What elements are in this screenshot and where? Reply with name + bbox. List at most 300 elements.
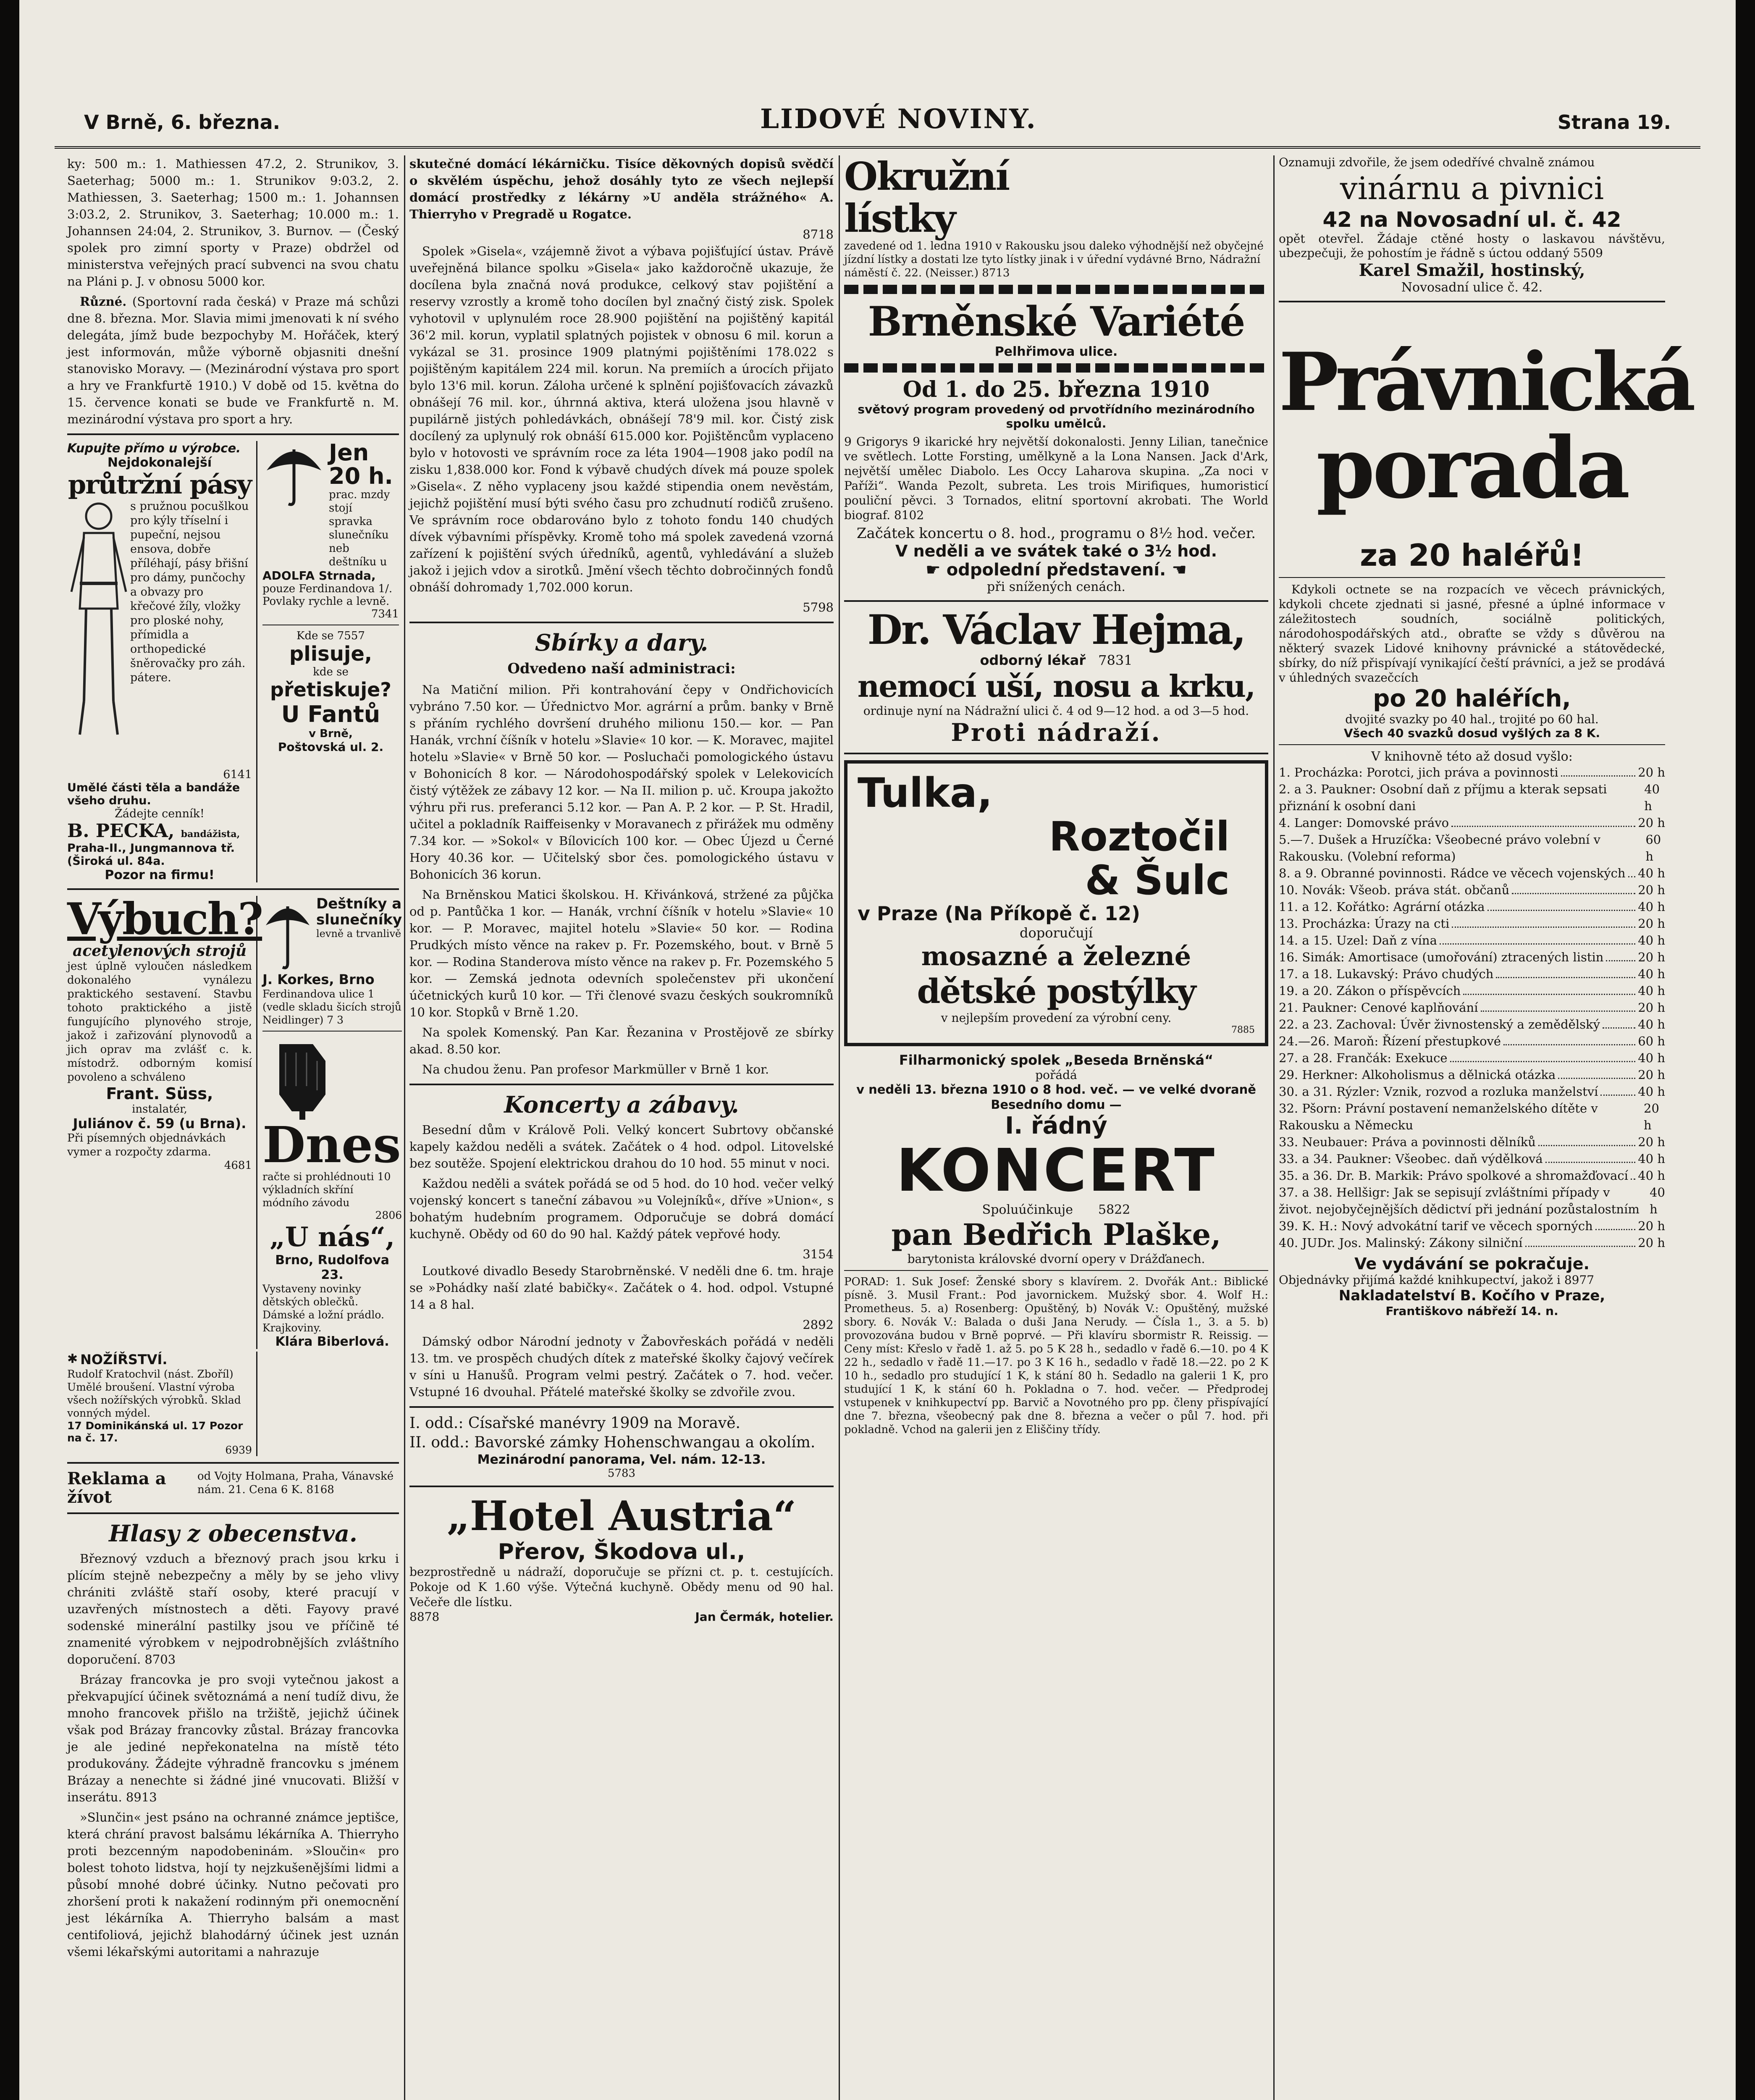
- ad-truss: [67, 441, 257, 882]
- law-book-item: [1279, 1066, 1665, 1083]
- divider: [1279, 577, 1665, 578]
- ad-truss-title: průtržní pásy: [68, 469, 252, 500]
- law-book-price: 20 h: [1638, 1068, 1665, 1082]
- ad-koncert: [844, 1052, 1268, 1436]
- ad-umbrella-code: 7341: [371, 608, 399, 620]
- thierry-paragraph: [409, 155, 834, 223]
- ad-plisuje-firm: U Fantů: [281, 701, 380, 727]
- law-book-price: 60 h: [1638, 1034, 1665, 1048]
- ad-hejma-title2: nemocí uší, nosu a krku,: [857, 668, 1255, 704]
- law-book-price: 20 h: [1638, 1219, 1665, 1233]
- law-book-title: 13. Procházka: Úrazy na cti: [1279, 916, 1450, 931]
- thierry-code: 8718: [803, 227, 834, 242]
- sbirky-p2: Na Brněnskou Matici školskou. H. Křivánková, stržené za půjčka od p. Pantůčka 1 kor. — Hanák, vrchní číšník v hotelu »Slavie« 10 kor. — P. Moravec, majitel hotelu »Slavie« 50 kor. — Rodina Prudkých místo věnce na rakev p. Fr. Pozemského, bout. v Brně 5 kor. — Rodina Standerova místo věnce na rakev p. Fr. Pozemského 5 kor. — Zemská jednota odevních společenstev při ukončení účetnických kurů 10 kor. — Tři členové svazu českých soukromníků 10 kor. Stopků v Brně 1.20.: [409, 887, 834, 1019]
- column-3: [844, 155, 1268, 1436]
- ad-pravnicka-order-text: Objednávky přijímá každé knihkupectví, jakož i: [1279, 1273, 1561, 1287]
- leader-dots: [1512, 882, 1635, 894]
- koncerty-code4: 2892: [803, 1318, 834, 1332]
- ad-reklama-title: Reklama a žívot: [67, 1469, 166, 1507]
- ad-truss-footer: Umělé části těla a bandáže všeho druhu.: [67, 781, 240, 807]
- koncerty-p4: Dámský odbor Národní jednoty v Žabovřeskách pořádá v neděli 13. tm. ve prospěch chudých dítek z mateřské školky čajový večírek v síni u Hanušů. Program velmi pestrý. Začátek o 7. hod. večer. Vstupné 16 dvouhal. Přátelé mateřské školky se zdvořile zvou.: [409, 1334, 834, 1399]
- ad-pravnicka-price2: po 20 haléřích,: [1373, 685, 1571, 712]
- ad-variete-program: světový program provedený od prvotřídního mezinárodního spolku umělců.: [858, 402, 1255, 430]
- law-book-price: 20 h: [1638, 883, 1665, 897]
- law-book-title: 21. Paukner: Cenové kaplňování: [1279, 1000, 1478, 1015]
- leader-dots: [1463, 982, 1635, 995]
- ad-variete-acts: [844, 434, 1268, 522]
- ad-smazil-address: 42 na Novosadní ul. č. 42: [1322, 207, 1621, 232]
- ad-plisuje-city: v Brně,: [309, 727, 353, 740]
- divider: [67, 433, 399, 435]
- law-book-title: 33. a 34. Paukner: Všeobec. daň výdělková: [1279, 1152, 1543, 1166]
- decorative-band: [844, 363, 1268, 373]
- law-book-title: 10. Novák: Všeob. práva stát. občanů: [1279, 883, 1510, 897]
- law-book-price: 60 h: [1645, 832, 1661, 864]
- truss-figure-icon: [67, 499, 130, 768]
- ad-pravnicka-order: [1279, 1273, 1665, 1287]
- leader-dots: [1481, 999, 1636, 1012]
- gisela-code: 5798: [803, 600, 834, 614]
- ad-vybuch-subtitle: acetylenových strojů: [73, 942, 247, 960]
- ad-vybuch-trade: instalatér,: [132, 1103, 187, 1116]
- law-book-title: 8. a 9. Obranné povinnosti. Rádce ve věcech vojenských: [1279, 866, 1626, 880]
- law-book-price: 20 h: [1644, 1101, 1659, 1132]
- hlasy-p2: [67, 1671, 399, 1806]
- divider: [409, 1084, 834, 1085]
- law-book-price: 40 h: [1638, 900, 1665, 914]
- ad-tulka-city: v Praze (Na Příkopě č. 12): [858, 902, 1141, 925]
- pointing-hand-icon: ☛: [925, 560, 941, 580]
- ad-tulka: [844, 760, 1268, 1046]
- koncerty-article: [409, 1121, 834, 1400]
- ad-hejma-hours: ordinuje nyní na Nádražní ulici č. 4 od 9—12 hod. a od 3—5 hod.: [863, 704, 1249, 718]
- ad-variete-address: Pelhřimova ulice.: [994, 344, 1118, 359]
- leader-dots: [1450, 1050, 1636, 1062]
- divider: [844, 600, 1268, 602]
- ad-tulka-goods2: dětské postýlky: [917, 971, 1196, 1011]
- column-rule: [1273, 155, 1275, 2100]
- ad-truss-firm-sub: bandážista,: [181, 829, 240, 840]
- law-book-item: [1279, 966, 1665, 982]
- ad-hotel-footer: [409, 1610, 834, 1624]
- law-book-title: 22. a 23. Zachoval: Úvěr živnostenský a zemědělský: [1279, 1017, 1600, 1032]
- ad-koncert-top: Filharmonický spolek „Beseda Brněnská“: [899, 1052, 1214, 1068]
- pointing-hand-icon: [262, 1036, 346, 1120]
- law-book-title: 16. Simák: Amortisace (umořování) ztracených listin: [1279, 950, 1604, 964]
- ad-okruzni-text-body: zavedené od 1. ledna 1910 v Rakousku jsou daleko výhodnější než obyčejné jízdní lístky a dostati lze tyto lístky jinak i v úřední vydávné Brno, Nádražní náměstí č. 22. (Neisser.): [844, 240, 1264, 279]
- ad-plisuje-address: Poštovská ul. 2.: [278, 740, 384, 754]
- law-book-item: [1279, 865, 1665, 882]
- scan-border-left: [0, 0, 19, 2100]
- ad-right-stack-2: [262, 896, 402, 1349]
- ad-panorama-line2: II. odd.: Bavorské zámky Hohenschwangau a okolím.: [409, 1434, 816, 1451]
- ad-smazil-owner: Karel Smažil, hostinský,: [1359, 260, 1585, 280]
- divider: [1279, 744, 1665, 745]
- ad-pravnicka-price: za 20 haléřů!: [1360, 538, 1584, 573]
- law-book-item: [1279, 1134, 1665, 1150]
- leader-dots: [1440, 932, 1635, 945]
- ad-smazil-owner-addr: Novosadní ulice č. 42.: [1401, 280, 1543, 295]
- ad-koncert-artist: pan Bedřich Plaške,: [891, 1217, 1221, 1252]
- ad-okruzni-title: Okružní lístky: [844, 154, 1009, 241]
- ad-reklama: [67, 1470, 399, 1507]
- divider: [67, 1512, 399, 1514]
- ad-okruzni-code: 8713: [982, 267, 1010, 279]
- law-book-title: 11. a 12. Kořátko: Agrární otázka: [1279, 900, 1485, 914]
- ad-knives-address: Ferdinandova ulice 1 (vedle skladu šicích strojů Neidlinger) 7 3: [262, 988, 401, 1026]
- law-book-title: 39. K. H.: Nový advokátní tarif ve věcech sporných: [1279, 1219, 1593, 1233]
- ad-tulka-rec: doporučují: [1019, 925, 1093, 941]
- law-book-price: 40 h: [1638, 1017, 1665, 1032]
- divider: [1279, 301, 1665, 302]
- law-book-title: 35. a 36. Dr. B. Markik: Právo spolkové a shromažďovací: [1279, 1168, 1628, 1183]
- law-book-price: 40 h: [1638, 1051, 1665, 1065]
- star-icon: ✱: [67, 1352, 78, 1366]
- ad-vybuch-code: 4681: [224, 1159, 252, 1172]
- ad-dnes-text2: Vystaveny novinky dětských oblečků. Dámské a ložní prádlo. Krajkoviny.: [262, 1283, 384, 1334]
- ad-right-stack: [262, 441, 399, 882]
- column-1: [67, 155, 402, 1964]
- ad-plisuje-where-text: Kde se: [296, 630, 334, 642]
- ad-smazil-text2-body: opět otevřel. Žádaje ctěné hosty o laskavou návštěvu, ubezpečuji, že pohostím je řádně s úctou oddaný: [1279, 232, 1665, 260]
- koncerty-p3: Loutkové divadlo Besedy Starobrněnské. V neděli dne 6. tm. hraje se »Pohádky naší zlaté babičky«. Začátek o 4. hod. odpol. Vstupné 14 a 8 hal.: [409, 1264, 834, 1312]
- ad-truss-warn: Pozor na firmu!: [105, 868, 215, 882]
- ad-panorama-line1: I. odd.: Císařské manévry 1909 na Moravě.: [409, 1415, 740, 1432]
- ruzne-title: Různé.: [80, 294, 127, 309]
- column-rule: [839, 155, 840, 2100]
- ad-umbrella: [262, 441, 399, 569]
- ad-variete-dates: Od 1. do 25. března 1910: [902, 377, 1210, 402]
- ad-truss-body: [67, 499, 252, 768]
- ad-truss-code: 6141: [223, 768, 252, 781]
- sport-text: ky: 500 m.: 1. Mathiessen 47.2, 2. Strunikov, 3. Saeterhag; 5000 m.: 1. Strunikov 9:03.2, 2. Mathiessen, 3. Saeterhag; 1500 m.: 1. Johannsen 3:03.2, 2. Strunikov, 3. Saeterhag; 10.000 m.: 1. Johannsen 24:04, 2. Strunikov, 3. Burnov. — (Český spolek pro zimní sporty v Praze) obdržel od ministerstva veřejných prací subvenci na svou chatu na Pláni p. J. v obnosu 5000 kor.: [67, 157, 399, 289]
- koncerty-p2: Každou neděli a svátek pořádá se od 5 hod. do 10 hod. večer velký vojenský koncert s taneční zábavou »u Volejníků«, dříve »Union«, s bohatým hudebním programem. Odporučuje se dobrá domácí kuchyně. Obědy od 60 do 90 hal. Každý pátek vepřové hody.: [409, 1176, 834, 1241]
- ad-plisuje-title2: přetiskuje?: [270, 678, 391, 701]
- ad-tulka-firm1: Tulka,: [858, 769, 993, 816]
- ad-panorama-line3: Mezinárodní panorama, Vel. nám. 12-13.: [477, 1452, 766, 1467]
- divider: [409, 1486, 834, 1487]
- ruzne-text: (Sportovní rada česká) v Praze má schůzi dne 8. března. Mor. Slavia mimi jmenovati k ní svého delegáta, jímž bude bezpochyby M. Hořáček, který jest informován, může výborně objasniti dnešní stanovisko Moravy. — (Mezinárodní výstava pro sport a hry ve Frankfurtě 1910.) V době od 15. května do 15. července konati se bude ve Frankfurtě n. M. mezinárodní výstava pro sport a hry.: [67, 294, 399, 426]
- sbirky-p1: Na Matiční milion. Při kontrahování čepy v Ondřichovicích vybráno 7.50 kor. — Úřednictvo Mor. agrární a prům. banky v Brně s přáním rychlého dovršení druhého milionu 150.— kor. — Pan Hanák, vrchní číšník v hotelu »Slavie« 10 kor. — K. Moravec, majitel hotelu »Slavie« v Brně 50 kor. — Posluchači pomologického ústavu v Bohonicích 8 kor. — Národohospodářský spolek v Lelekovicích čistý výtěžek ze zábavy 12 kor. — Na II. milion p. uč. Kroupa jakožto výhru při rus. preferanci 5.12 kor. — Pan A. P. 2 kor. — P. St. Hradil, učitel a pokladník Raiffeisenky v Moravanech z přirážek mu odměny 7.34 kor. — »Sokol« v Bílovicích 100 kor. — Obec Újezd u Černé Hory 40.36 kor. — Učitelský sbor čes. pomologického ústavu v Bohonicích 36 korun.: [409, 682, 834, 882]
- ad-tulka-note: v nejlepším provedení za výrobní ceny.: [941, 1011, 1172, 1025]
- leader-dots: [1525, 1234, 1636, 1247]
- divider: [844, 1270, 1268, 1271]
- ad-hejma-warn: Proti nádraží.: [951, 718, 1162, 747]
- law-book-title: 14. a 15. Uzel: Daň z vína: [1279, 933, 1437, 948]
- ad-variete-start: Začátek koncertu o 8. hod., programu o 8½ hod. večer.: [856, 525, 1256, 542]
- ad-koncert-program: PORAD: 1. Suk Josef: Ženské sbory s klavírem. 2. Dvořák Ant.: Biblické písně. 3. Musil Frant.: Pod javornickem. Mužský sbor. 4. Wolf H.: Prometheus. 5. a) Rosenberg: Opuštěný, b) Novák V.: Opuštěný, mužské sbory. 6. Novák V.: Balada o duši Jana Nerudy. — Čísla 1., 3. a 5. b) provozována budou v Brně poprvé. — Při klavíru sbormistr R. Reissig. — Ceny míst: Křeslo v řadě 1. až 5. po 5 K 28 h., sedadlo v řadě 6.—10. po 4 K 22 h., sedadlo v řadě 11.—17. po 3 K 16 h., sedadlo v řadě 18.—22. po 2 K 10 h., sedadlo pro studující 1 K, k stání 80 h. Sedadlo na galerii 1 K, pro studující 1 K, k stání 60 h. Pokladna o 7. hod. večer. — Předprodej vstupenek v knihkupectví pp. Barvič a Novotného pro pp. členy přispívající dne 7. března, všeobecný pak dne 8. března a večer o půl 7. hod. při pokladně. Vchod na galerii jen z Eliščiny třídy.: [844, 1276, 1268, 1436]
- decorative-band: [844, 285, 1268, 294]
- sbirky-p4: Na chudou ženu. Pan profesor Markmüller v Brně 1 kor.: [422, 1062, 769, 1076]
- ad-truss-ask: Žádejte cenník!: [115, 807, 205, 820]
- leader-dots: [1496, 966, 1635, 978]
- thierry-text: skutečné domácí lékárničku. Tisíce děkovných dopisů svědčí o skvělém úspěchu, jehož dosáhly tyto ze všech nejlepší domácí prostředky z lékárny »U anděla strážného« A. Thierryho v Pregradě u Rogatce.: [409, 157, 834, 221]
- ad-knives: [262, 896, 402, 971]
- law-book-title: 1. Procházka: Porotci, jich práva a povinnosti: [1279, 765, 1558, 780]
- leader-dots: [1451, 814, 1635, 827]
- sbirky-subtitle: Odvedeno naší administraci:: [507, 660, 736, 677]
- ad-variete-prices: při snížených cenách.: [987, 580, 1125, 594]
- ad-hotel-title: „Hotel Austria“: [446, 1492, 797, 1540]
- ad-hejma: [844, 608, 1268, 747]
- umbrella-icon: [262, 441, 325, 508]
- ad-pravnicka-continues: Ve vydávání se pokračuje.: [1354, 1255, 1590, 1273]
- masthead-date: V Brně, 6. března.: [84, 111, 281, 134]
- sbirky-article: [409, 681, 834, 1078]
- law-book-price: 20 h: [1638, 1236, 1665, 1250]
- hlasy-code2: 8913: [126, 1790, 157, 1804]
- column-2: [409, 155, 834, 1624]
- ad-umbrella-address: pouze Ferdinandova 1/. Povlaky rychle a levně.: [262, 583, 393, 608]
- ad-hotel: [409, 1493, 834, 1624]
- hlasy-p3: »Slunčin« jest psáno na ochranné známce jeptišce, která chrání pravost balsámu lékárníka A. Thierryho proti bezcenným napodobeninám. »Sloučin« pro bolest tohoto lidstva, hojí ty nejzkušenějšími lidmi a působí mnohé dobré účinky. Nutno pečovati pro zhoršení proti k nakažení rodinným při onemocnění jest lékárníka A. Thierryho balsám a mast centifoliová, jejichž blahodárný účinek jest uznán všemi lékařskými autoritami a nahrazuje: [67, 1810, 399, 1959]
- ad-plisuje-title1: plisuje,: [289, 642, 373, 666]
- column-rule: [404, 155, 405, 2100]
- ad-variete-code: 8102: [894, 508, 924, 522]
- sbirky-p3: Na spolek Komenský. Pan Kar. Řezanina v Prostějově ze sbírky akad. 8.50 kor.: [409, 1025, 834, 1056]
- law-book-title: 32. Pšorn: Právní postavení nemanželského dítěte v Rakousku a Německu: [1279, 1101, 1598, 1132]
- koncerty-p1: Besední dům v Králově Poli. Velký koncert Subrtovy občanské kapely každou neděli a svátek. Začátek o 4 hod. odpol. Litovelské bez soutěže. Spojení elektrickou drahou do 10 hod. 55 minut v noci.: [409, 1123, 834, 1171]
- ad-vybuch-title: Výbuch?: [67, 893, 262, 945]
- ad-hotel-code: 8878: [409, 1610, 440, 1624]
- column-4: [1279, 155, 1693, 1318]
- leader-dots: [1545, 1150, 1636, 1163]
- ad-hejma-spec: odborný lékař: [980, 652, 1086, 668]
- ad-row-vybuch: [67, 893, 402, 1349]
- ad-okruzni-text: [844, 239, 1268, 280]
- ad-knives-firm: J. Korkes, Brno: [262, 971, 375, 987]
- ad-knives-text: levně a trvanlivě: [316, 928, 401, 940]
- ad-knives-body: [316, 896, 402, 971]
- law-book-title: 33. Neubauer: Práva a povinnosti dělníků: [1279, 1135, 1536, 1149]
- law-book-item: [1279, 1050, 1665, 1066]
- law-book-title: 4. Langer: Domovské právo: [1279, 816, 1449, 830]
- ad-vybuch-text: jest úplně vyloučen následkem dokonalého vynálezu praktického sestavení. Stavbu tohoto praktického a jistě fungujícího plynového stroje, jakož i zařizování plynovodů a jich oprav ma zvlášť c. k. místodrž. odborným komisí povoleno a schváleno: [67, 960, 252, 1084]
- ad-nozirstvi-address: 17 Dominikánská ul. 17 Pozor na č. 17.: [67, 1420, 243, 1444]
- divider: [409, 1406, 834, 1408]
- ad-hotel-city: Přerov, Škodova ul.,: [498, 1539, 745, 1564]
- ad-okruzni: [844, 155, 1268, 239]
- ad-pravnicka-text: Kdykoli octnete se na rozpacích ve věcech právnických, kdykoli chcete zjednati si jasné, přesné a úplné informace v záležitostech soudních, sociálně politických, národohospodářských atd., obraťte se vždy s důvěrou na některý svazek Lidové knihovny právnické a státovědecké, sbírky, do níž přispívají vynikající čeští právníci, a jež se prodává v úhledných svazečcích: [1279, 583, 1665, 685]
- ad-knives-title: Deštníky a slunečníky: [316, 895, 402, 928]
- masthead-title: LIDOVÉ NOVINY.: [760, 103, 1037, 135]
- ad-smazil-text2: [1279, 232, 1665, 260]
- scan-border-right: [1736, 0, 1755, 2100]
- ad-tulka-code: 7885: [1231, 1025, 1255, 1035]
- ad-umbrella-title: Jen 20 h.: [329, 439, 393, 489]
- thierry-article: [409, 155, 834, 616]
- hlasy-p1: [67, 1550, 399, 1668]
- ad-panorama-code: 5783: [607, 1467, 636, 1480]
- law-book-price: 20 h: [1638, 950, 1665, 964]
- law-book-price: 40 h: [1638, 1152, 1665, 1166]
- ad-nozirstvi: [67, 1352, 257, 1456]
- law-book-item: [1279, 882, 1665, 898]
- ad-dnes-title: Dnes: [262, 1116, 401, 1174]
- law-book-item: [1279, 982, 1665, 999]
- ad-pravnicka-title2: porada: [1316, 419, 1628, 517]
- law-book-title: 5.—7. Dušek a Hruzíčka: Všeobecné právo volební v Rakousku. (Volební reforma): [1279, 832, 1600, 864]
- ad-tulka-firm2: Roztočil: [1049, 813, 1230, 860]
- law-book-title: 30. a 31. Rýzler: Vznik, rozvod a rozluka manželství: [1279, 1084, 1598, 1099]
- ad-koncert-title1: I. řádný: [1005, 1112, 1107, 1139]
- ad-hotel-owner: Jan Čermák, hotelier.: [695, 1610, 834, 1624]
- law-book-price: 40 h: [1650, 1185, 1665, 1216]
- law-book-price: 40 h: [1638, 967, 1665, 981]
- ad-vybuch: [67, 893, 262, 1349]
- law-book-item: [1279, 1167, 1665, 1184]
- ad-truss-line2: Nejdokonalejší: [107, 455, 212, 470]
- ad-pravnicka-publisher-addr: Františkovo nábřeží 14. n.: [1385, 1304, 1558, 1318]
- ad-reklama-text: [197, 1470, 399, 1496]
- ad-koncert-artist-sub: barytonista královské dvorní opery v Drážďanech.: [907, 1252, 1205, 1266]
- law-book-item: [1279, 814, 1665, 831]
- hlasy-code1: 8703: [144, 1652, 176, 1667]
- ad-panorama: [409, 1414, 834, 1480]
- ad-umbrella-text: prac. mzdy stojí spravka slunečníku neb deštníku u: [329, 488, 390, 568]
- law-book-item: [1279, 1016, 1665, 1033]
- law-book-item: [1279, 781, 1665, 814]
- ad-plisuje-where: [262, 630, 399, 642]
- law-book-item: [1279, 1218, 1665, 1234]
- divider: [409, 622, 834, 623]
- law-book-price: 20 h: [1638, 816, 1665, 830]
- ad-smazil-text: Oznamuji zdvořile, že jsem odedřívé chvalně známou: [1279, 155, 1595, 169]
- leader-dots: [1595, 1218, 1635, 1230]
- ad-tulka-goods1: mosazné a železné: [921, 941, 1191, 971]
- ad-plisuje-code: 7557: [337, 630, 365, 642]
- ad-truss-firm: [67, 820, 252, 842]
- ad-nozirstvi-title: NOŽÍŘSTVÍ.: [80, 1352, 168, 1368]
- leader-dots: [1631, 1167, 1635, 1180]
- koncerty-code3: 3154: [803, 1247, 834, 1261]
- ad-koncert-with: Spoluúčinkuje: [982, 1202, 1073, 1217]
- ad-pravnicka-all: Všech 40 svazků dosud vyšlých za 8 K.: [1343, 726, 1600, 740]
- leader-dots: [1603, 1016, 1635, 1029]
- ad-dnes-address: Brno, Rudolfova 23.: [275, 1253, 389, 1282]
- hlasy-p1-text: Březnový vzduch a březnový prach jsou krku i plícím stejně nebezpečny a měly by se jeho vlivy chrániti zvláště staří osoby, které pracují v uzavřených místnostech a děti. Fayovy pravé sodenské minerální pastilky jsou ve příčině té znamenité výrobkem v nejpodrobnějších zvláštního doporučení.: [67, 1551, 399, 1667]
- hlasy-article: [67, 1550, 399, 1960]
- law-book-price: 40 h: [1644, 782, 1660, 813]
- leader-dots: [1538, 1134, 1635, 1146]
- ad-truss-text: s pružnou pocušlkou pro kýly tříselní i pupeční, nejsou ensova, dobře příléhají, pásy břišní pro dámy, punčochy a obvazy pro křečové žíly, vložky pro ploské nohy, přímidla a orthopedické šněrovačky pro záh. pátere.: [130, 500, 249, 684]
- leader-dots: [1606, 949, 1635, 961]
- law-book-title: 29. Herkner: Alkoholismus a dělnická otázka: [1279, 1068, 1556, 1082]
- law-book-price: 20 h: [1638, 1135, 1665, 1149]
- ad-tulka-firm3: & Šulc: [1085, 857, 1230, 904]
- leader-dots: [1561, 764, 1636, 777]
- masthead-page: Strana 19.: [1557, 111, 1671, 134]
- ad-koncert-code: 5822: [1098, 1202, 1131, 1217]
- divider: [844, 753, 1268, 754]
- law-book-item: [1279, 1150, 1665, 1167]
- umbrella-icon: [262, 896, 313, 971]
- ad-row-truss: [67, 441, 399, 882]
- ad-truss-address: Praha-II., Jungmannova tř. (Široká ul. 84a.: [67, 842, 235, 868]
- leader-dots: [1452, 915, 1635, 928]
- ad-smazil-code: 5509: [1573, 246, 1603, 260]
- ad-variete-sunday: V neděli a ve svátek také o 3½ hod.: [895, 542, 1217, 560]
- hlasy-title: Hlasy z obecenstva.: [109, 1520, 357, 1547]
- ad-pravnicka-code: 8977: [1564, 1273, 1595, 1287]
- law-book-item: [1279, 1234, 1665, 1251]
- ad-hejma-spec-row: [844, 652, 1268, 668]
- leader-dots: [1487, 898, 1636, 911]
- law-book-price: 20 h: [1638, 1000, 1665, 1015]
- law-book-item: [1279, 1100, 1665, 1134]
- ad-pravnicka: [1279, 335, 1693, 1318]
- ad-okruzni-side: [1117, 155, 1268, 239]
- law-book-item: [1279, 831, 1665, 865]
- sbirky-title: Sbírky a dary.: [535, 629, 708, 656]
- ad-reklama-code: 8168: [306, 1483, 334, 1496]
- law-book-title: 17. a 18. Lukavský: Právo chudých: [1279, 967, 1494, 981]
- law-book-item: [1279, 1033, 1665, 1050]
- leader-dots: [1558, 1066, 1635, 1079]
- ad-pravnicka-double: dvojité svazky po 40 hal., trojité po 60 hal.: [1345, 712, 1599, 726]
- leader-dots: [1600, 1083, 1635, 1096]
- ad-vybuch-firm: Frant. Süss,: [106, 1084, 213, 1103]
- law-books-list: [1279, 764, 1665, 1251]
- ad-dnes-text: račte si prohlédnouti 10 výkladních skříní módního závodu: [262, 1171, 391, 1209]
- ad-dnes-code: 2806: [375, 1209, 402, 1221]
- ad-dnes-owner: Klára Biberlová.: [275, 1334, 389, 1349]
- law-book-price: 20 h: [1638, 765, 1665, 780]
- ad-nozirstvi-text: Rudolf Kratochvil (nást. Zboříl) Umělé broušení. Vlastní výroba všech nožířských výrobků. Sklad vonných mýdel.: [67, 1368, 241, 1419]
- law-book-title: 19. a 20. Zákon o příspěvcích: [1279, 984, 1461, 998]
- ad-smazil-title: vinárnu a pivnici: [1340, 171, 1604, 207]
- law-book-item: [1279, 898, 1665, 915]
- ad-variete-title: Brněnské Variété: [868, 298, 1245, 345]
- ad-reklama-text-body: od Vojty Holmana, Praha, Vánavské nám. 21. Cena 6 K.: [197, 1470, 394, 1496]
- law-book-price: 40 h: [1638, 1084, 1665, 1099]
- ad-hotel-text: bezprostředně u nádraží, doporučuje se přízni ct. p. t. cestujících. Pokoje od K 1.60 výše. Výtečná kuchyně. Obědy menu od 90 hal. Večeře dle lístku.: [409, 1565, 834, 1609]
- law-book-price: 40 h: [1638, 933, 1665, 948]
- ad-umbrella-body: [329, 441, 399, 569]
- ad-koncert-title2: KONCERT: [896, 1137, 1216, 1205]
- law-book-item: [1279, 764, 1665, 781]
- ad-variete-afternoon-text: odpolední představení.: [946, 560, 1166, 580]
- law-book-title: 2. a 3. Paukner: Osobní daň z příjmu a kterak sepsati přiznání k osobní dani: [1279, 782, 1607, 813]
- ruzne-paragraph: [67, 293, 399, 428]
- law-book-title: 37. a 38. Hellšigr: Jak se sepisují zvláštními případy v život. nejobyčejnějších dědictví při jednání pozůstalostním: [1279, 1185, 1640, 1216]
- ad-plisuje: [262, 630, 399, 754]
- ad-pravnicka-list-title: V knihovně této až dosud vyšlo:: [1371, 749, 1573, 764]
- ad-pravnicka-publisher: Nakladatelství B. Kočího v Praze,: [1338, 1287, 1605, 1304]
- law-book-price: 20 h: [1638, 916, 1665, 931]
- masthead: [55, 100, 1700, 149]
- pointing-hand-left-icon: ☚: [1172, 560, 1187, 580]
- ad-dnes-firm: „U nás“,: [270, 1221, 395, 1253]
- law-book-title: 27. a 28. Frančák: Exekuce: [1279, 1051, 1448, 1065]
- law-book-item: [1279, 949, 1665, 966]
- law-book-price: 40 h: [1638, 866, 1665, 880]
- ad-hejma-code: 7831: [1098, 652, 1133, 668]
- law-book-item: [1279, 915, 1665, 932]
- hlasy-p2-text: Brázay francovka je pro svoji vytečnou jakost a překvapující účinek světoznámá a není tudíž divu, že mnoho francovek přišlo na tržiště, jejichž účinek však pod Brázay francovky zůstal. Brázay francovka je ale jediné nepřekonatelna na místě této produkovány. Žádejte výhradně francovku s jménem Brázay a nenechte si žádné jiné vnucovati. Bližší v inserátu.: [67, 1672, 399, 1804]
- law-book-item: [1279, 1083, 1665, 1100]
- divider: [262, 1031, 402, 1032]
- divider: [67, 888, 399, 890]
- ad-nozirstvi-code: 6939: [225, 1444, 252, 1456]
- law-book-price: 40 h: [1638, 984, 1665, 998]
- law-book-item: [1279, 932, 1665, 949]
- law-book-title: 24.—26. Maroň: Řízení přestupkové: [1279, 1034, 1501, 1048]
- law-book-title: 40. JUDr. Jos. Malinský: Zákony silniční: [1279, 1236, 1523, 1250]
- leader-dots: [1628, 865, 1636, 877]
- ad-koncert-date: v neděli 13. března 1910 o 8 hod. več. — ve velké dvoraně Besedního domu —: [856, 1082, 1256, 1112]
- koncerty-title: Koncerty a zábavy.: [504, 1091, 739, 1118]
